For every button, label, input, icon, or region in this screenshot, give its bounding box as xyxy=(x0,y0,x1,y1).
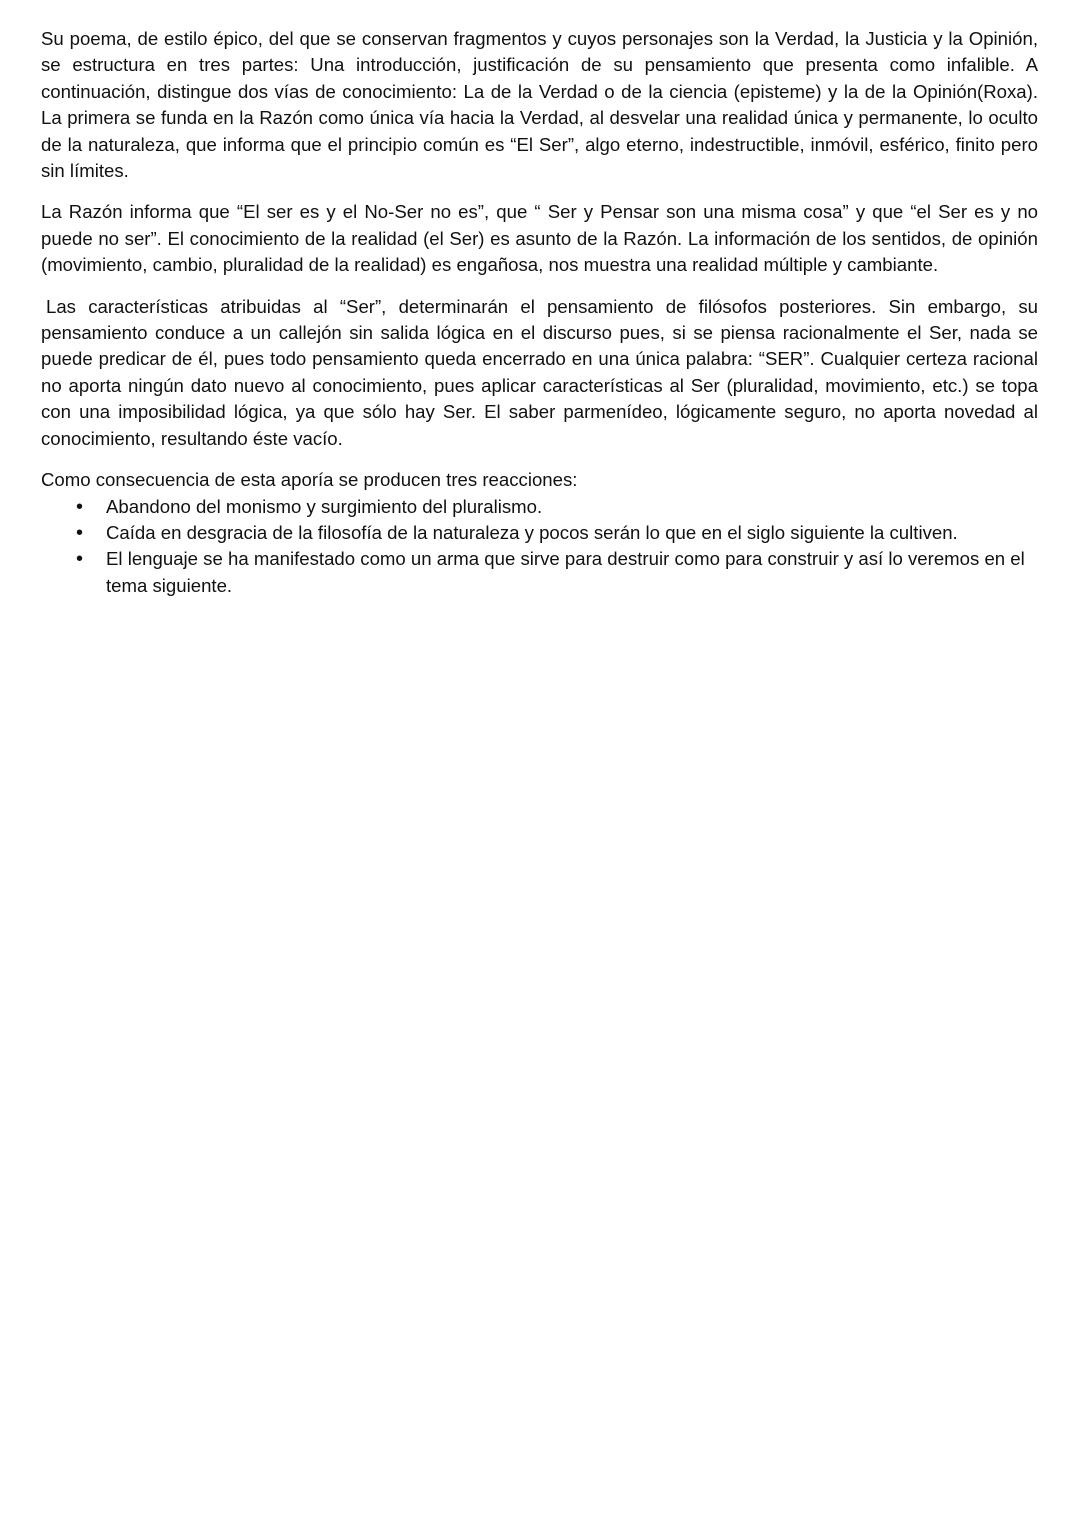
bullet-icon: • xyxy=(76,521,84,544)
paragraph-razon: La Razón informa que “El ser es y el No-Ser no es”, que “ Ser y Pensar son una misma cosa” y que “el Ser es y no puede no ser”. El conocimiento de la realidad (el Ser) es asunto de la Razón. La información de los sentidos, de opinión (movimiento, cambio, pluralidad de la realidad) es engañosa, nos muestra una realidad múltiple y cambiante. xyxy=(41,201,1038,276)
reactions-list xyxy=(41,494,1038,600)
list-item xyxy=(41,520,1038,546)
list-item-text: Abandono del monismo y surgimiento del pluralismo. xyxy=(106,495,543,517)
bullet-icon: • xyxy=(76,495,84,518)
paragraph-poem-structure: Su poema, de estilo épico, del que se conservan fragmentos y cuyos personajes son la Verdad, la Justicia y la Opinión, se estructura en tres partes: Una introducción, justificación de su pensamiento que presenta como infalible. A continuación, distingue dos vías de conocimiento: La de la Verdad o de la ciencia (episteme) y la de la Opinión(Roxa). La primera se funda en la Razón como única vía hacia la Verdad, al desvelar una realidad única y permanente, lo oculto de la naturaleza, que informa que el principio común es “El Ser”, algo eterno, indestructible, inmóvil, esférico, finito pero sin límites. xyxy=(41,28,1038,182)
list-item-text: Caída en desgracia de la filosofía de la naturaleza y pocos serán lo que en el siglo siguiente la cultiven. xyxy=(106,521,958,543)
paragraph-reactions-intro: Como consecuencia de esta aporía se producen tres reacciones: xyxy=(41,469,578,491)
document-page xyxy=(41,26,1038,599)
bullet-icon: • xyxy=(76,548,84,571)
list-item xyxy=(41,494,1038,520)
paragraph-ser-characteristics: Las características atribuidas al “Ser”, determinarán el pensamiento de filósofos posteriores. Sin embargo, su pensamiento conduce a un callejón sin salida lógica en el discurso pues, si se piensa racionalmente el Ser, nada se puede predicar de él, pues todo pensamiento queda encerrado en una única palabra: “SER”. Cualquier certeza racional no aporta ningún dato nuevo al conocimiento, pues aplicar características al Ser (pluralidad, movimiento, etc.) se topa con una imposibilidad lógica, ya que sólo hay Ser. El saber parmenídeo, lógicamente seguro, no aporta novedad al conocimiento, resultando éste vacío. xyxy=(41,295,1038,449)
list-item-text: El lenguaje se ha manifestado como un arma que sirve para destruir como para construir y así lo veremos en el tema siguiente. xyxy=(106,548,1025,596)
list-item xyxy=(41,546,1038,599)
